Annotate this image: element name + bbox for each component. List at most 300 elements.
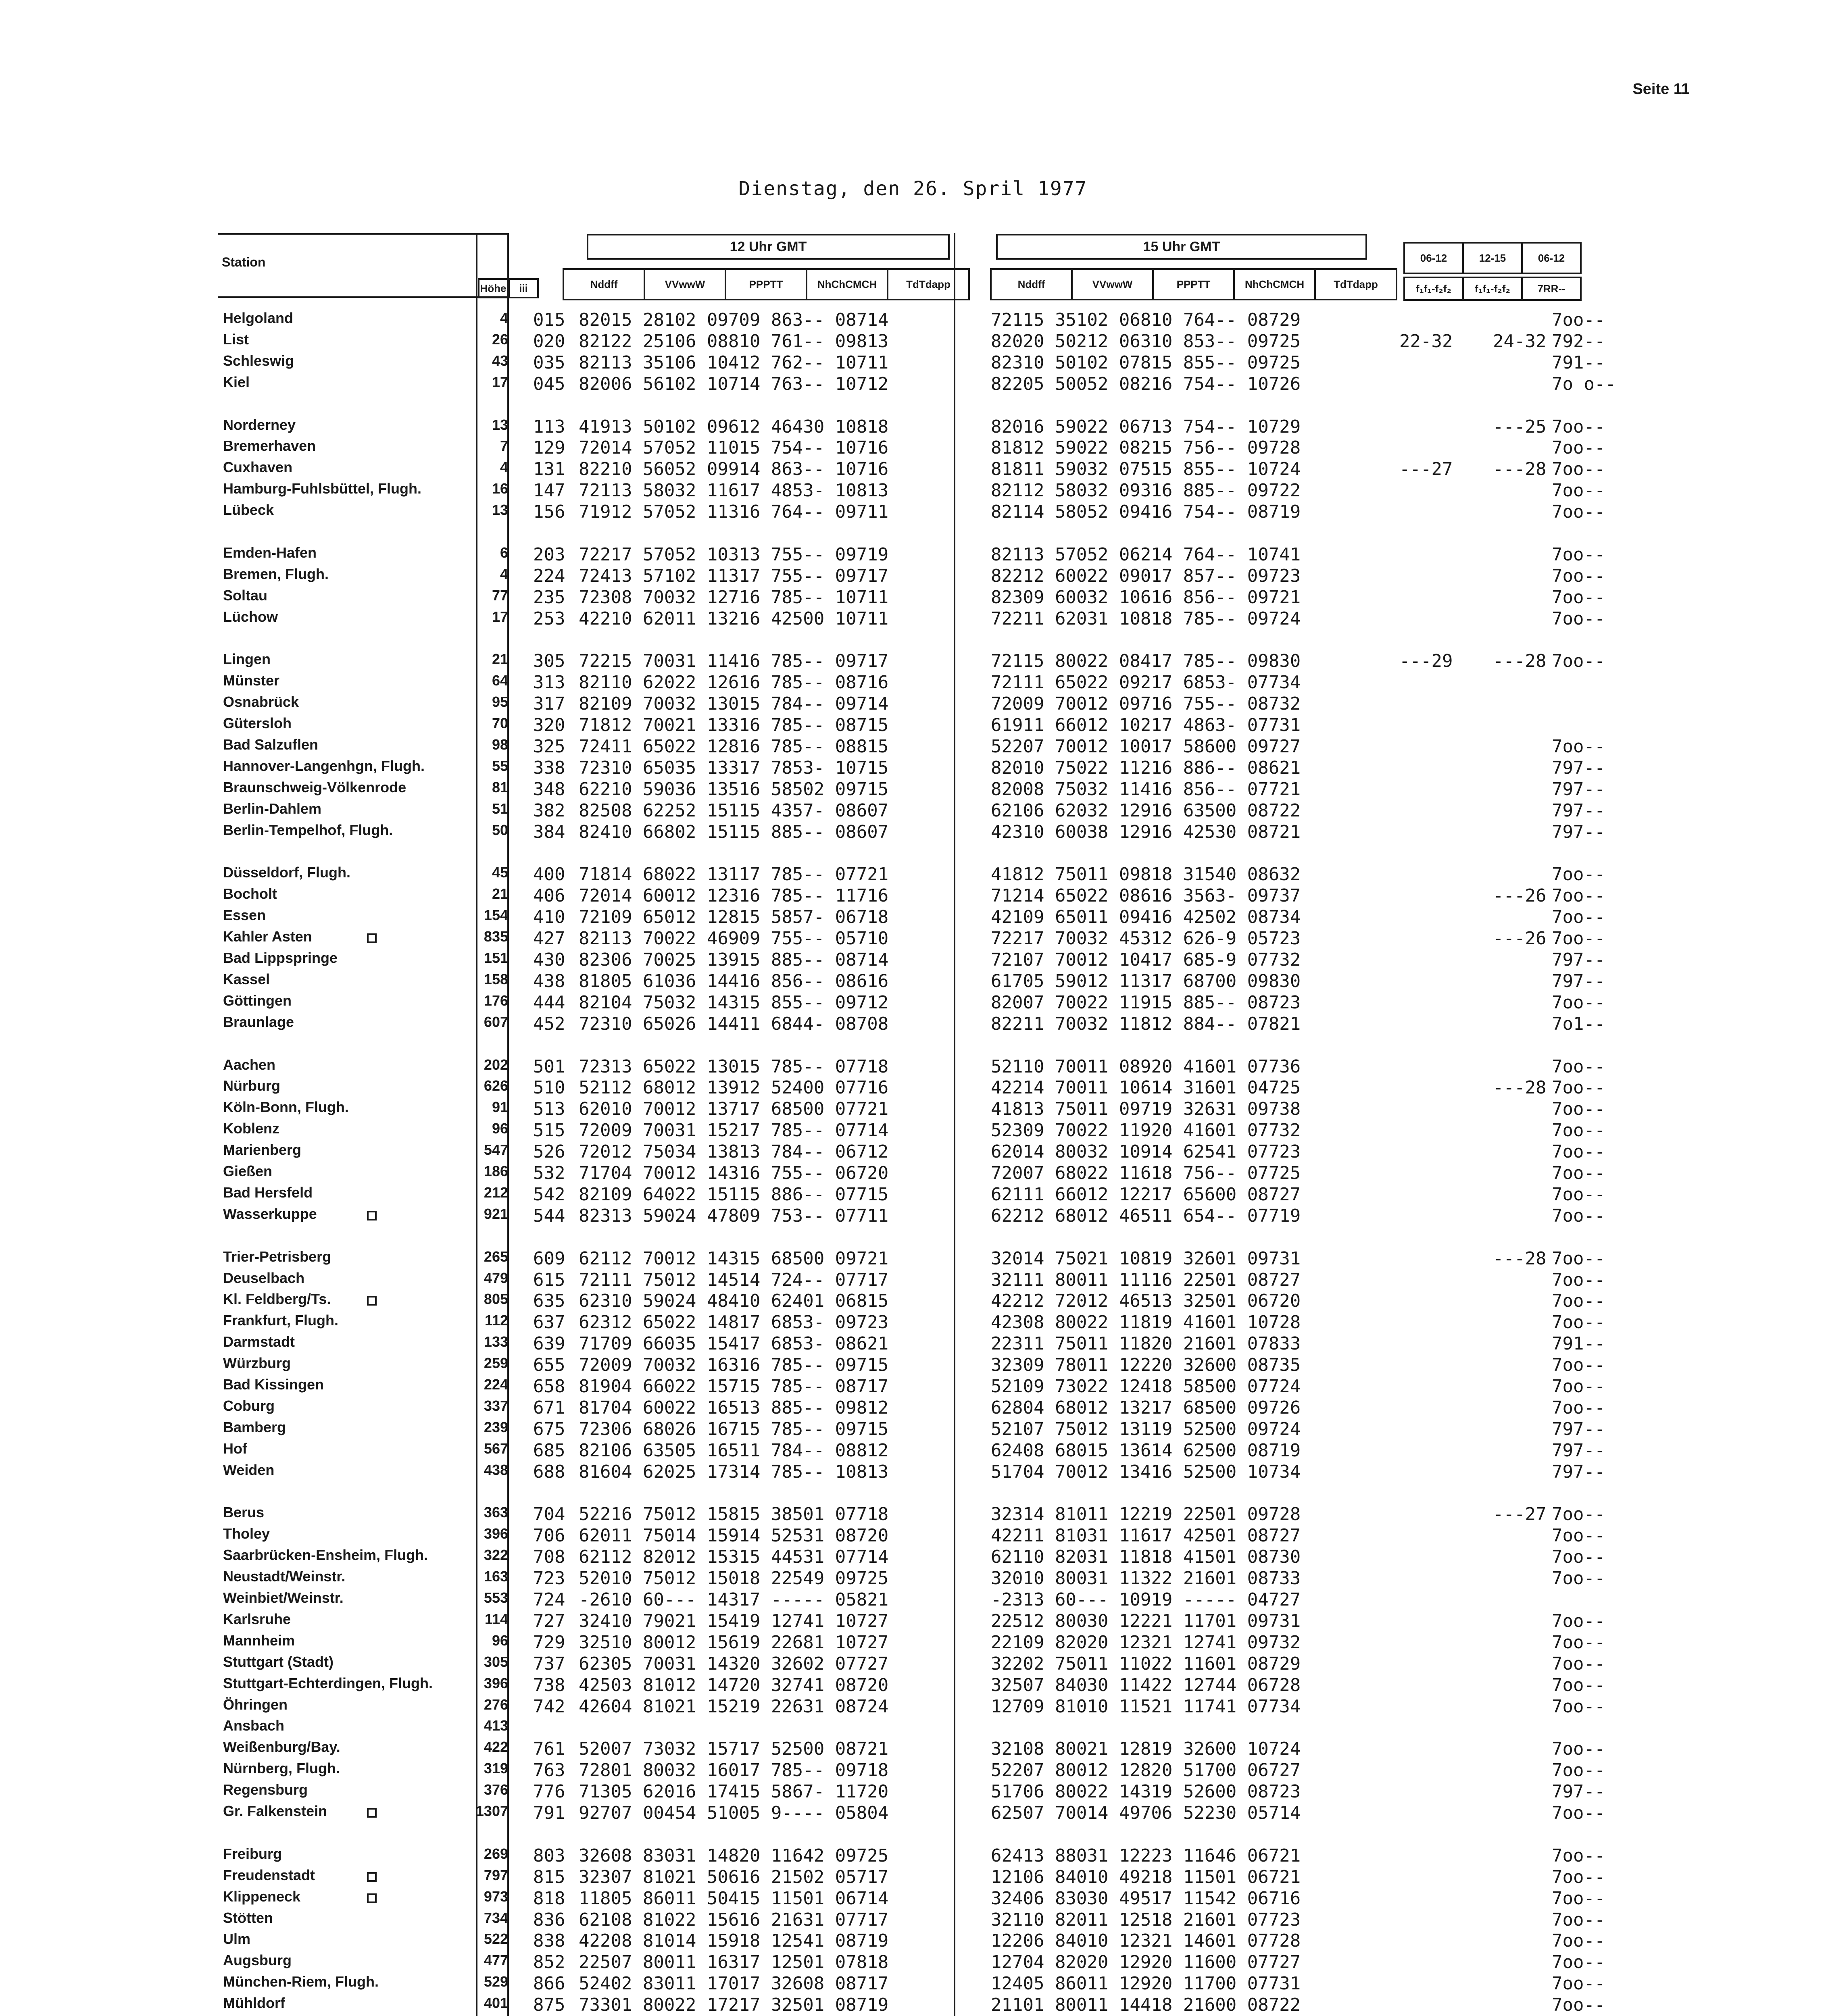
iii-cell: 224 bbox=[533, 565, 565, 586]
obs-12-cell: 82104 75032 14315 855-- 09712 bbox=[579, 992, 889, 1013]
iii-cell: 737 bbox=[533, 1653, 565, 1674]
table-row bbox=[0, 1973, 1826, 1994]
obs-12-cell: 62310 59024 48410 62401 06815 bbox=[579, 1291, 889, 1312]
obs-12-cell: 72310 65026 14411 6844- 08708 bbox=[579, 1013, 889, 1034]
hoehe-cell: 17 bbox=[492, 373, 508, 390]
obs-15-cell: 22109 82020 12321 12741 09732 bbox=[991, 1632, 1301, 1653]
iii-cell: 513 bbox=[533, 1099, 565, 1120]
iii-cell: 253 bbox=[533, 608, 565, 629]
hoehe-cell: 163 bbox=[484, 1568, 508, 1585]
hoehe-cell: 176 bbox=[484, 992, 508, 1009]
table-row bbox=[0, 651, 1826, 672]
range-c-cell: 7oo-- bbox=[1552, 310, 1605, 330]
range-c-cell: 7oo-- bbox=[1552, 885, 1605, 906]
table-row bbox=[0, 1611, 1826, 1632]
station-cell: Bamberg bbox=[223, 1418, 286, 1435]
hoehe-cell: 77 bbox=[492, 587, 508, 604]
iii-cell: 348 bbox=[533, 779, 565, 800]
table-row bbox=[0, 1141, 1826, 1162]
station-cell: Bad Lippspringe bbox=[223, 950, 338, 966]
range-c-cell: 7oo-- bbox=[1552, 1909, 1605, 1930]
iii-cell: 406 bbox=[533, 885, 565, 906]
obs-15-cell: 42109 65011 09416 42502 08734 bbox=[991, 907, 1301, 928]
obs-15-cell: 32108 80021 12819 32600 10724 bbox=[991, 1739, 1301, 1760]
clouds-header: NhChCMCH bbox=[1233, 268, 1316, 300]
hoehe-cell: 797 bbox=[484, 1866, 508, 1883]
hoehe-cell: 154 bbox=[484, 907, 508, 924]
obs-15-cell: 72009 70012 09716 755-- 08732 bbox=[991, 694, 1301, 714]
obs-15-cell: 62804 68012 13217 68500 09726 bbox=[991, 1397, 1301, 1418]
open-square-icon bbox=[367, 1872, 377, 1882]
hoehe-cell: 973 bbox=[484, 1888, 508, 1905]
hoehe-cell: 835 bbox=[484, 928, 508, 945]
range-c-cell: 7oo-- bbox=[1552, 1184, 1605, 1205]
obs-15-cell: 72211 62031 10818 785-- 09724 bbox=[991, 608, 1301, 629]
iii-header: iii bbox=[508, 278, 539, 298]
hoehe-cell: 607 bbox=[484, 1013, 508, 1030]
hoehe-cell: 50 bbox=[492, 821, 508, 838]
iii-cell: 704 bbox=[533, 1504, 565, 1525]
obs-12-cell: 82015 28102 09709 863-- 08714 bbox=[579, 310, 889, 330]
obs-15-cell: 82007 70022 11915 885-- 08723 bbox=[991, 992, 1301, 1013]
station-cell: Klippeneck bbox=[223, 1888, 301, 1905]
table-row bbox=[0, 1931, 1826, 1951]
hoehe-cell: 95 bbox=[492, 694, 508, 710]
station-cell: Weiden bbox=[223, 1461, 275, 1478]
obs-15-cell: 41813 75011 09719 32631 09738 bbox=[991, 1099, 1301, 1120]
range-c-cell: 797-- bbox=[1552, 1781, 1605, 1802]
hoehe-cell: 186 bbox=[484, 1163, 508, 1179]
range-c-cell: 7o1-- bbox=[1552, 1013, 1605, 1034]
hoehe-cell: 567 bbox=[484, 1440, 508, 1457]
table-row bbox=[0, 1696, 1826, 1717]
iii-cell: 015 bbox=[533, 310, 565, 330]
hoehe-cell: 553 bbox=[484, 1589, 508, 1606]
range-header-2: 12-15 bbox=[1462, 242, 1523, 274]
range-c-cell: 7oo-- bbox=[1552, 1376, 1605, 1397]
obs-12-cell: 71812 70021 13316 785-- 08715 bbox=[579, 715, 889, 736]
table-row bbox=[0, 1248, 1826, 1269]
range-c-cell: 7oo-- bbox=[1552, 1504, 1605, 1525]
range-b-cell: ---26 bbox=[1493, 885, 1547, 906]
station-cell: Öhringen bbox=[223, 1696, 288, 1713]
hoehe-header: Höhe bbox=[478, 278, 509, 298]
range-c-cell: 7oo-- bbox=[1552, 1674, 1605, 1695]
hoehe-cell: 16 bbox=[492, 480, 508, 497]
iii-cell: 706 bbox=[533, 1525, 565, 1546]
obs-12-cell: 72306 68026 16715 785-- 09715 bbox=[579, 1418, 889, 1439]
table-row bbox=[0, 928, 1826, 949]
obs-12-cell: 82122 25106 08810 761-- 09813 bbox=[579, 331, 889, 352]
range-sub-2: f₁f₁-f₂f₂ bbox=[1462, 277, 1523, 301]
hoehe-cell: 547 bbox=[484, 1141, 508, 1158]
header-rule bbox=[218, 296, 508, 298]
range-c-cell: 7oo-- bbox=[1552, 1952, 1605, 1973]
iii-cell: 875 bbox=[533, 1995, 565, 2016]
station-cell: Lingen bbox=[223, 651, 271, 668]
station-cell: Bremen, Flugh. bbox=[223, 565, 329, 582]
obs-12-cell: 72113 58032 11617 4853- 10813 bbox=[579, 480, 889, 501]
obs-15-cell: 32010 80031 11322 21601 08733 bbox=[991, 1568, 1301, 1589]
station-cell: Freiburg bbox=[223, 1845, 282, 1862]
iii-cell: 035 bbox=[533, 352, 565, 373]
obs-12-cell: 72310 65035 13317 7853- 10715 bbox=[579, 757, 889, 778]
page-number: Seite 11 bbox=[1632, 81, 1690, 98]
iii-cell: 658 bbox=[533, 1376, 565, 1397]
table-row bbox=[0, 608, 1826, 629]
iii-cell: 542 bbox=[533, 1184, 565, 1205]
header-rule bbox=[218, 233, 508, 235]
clouds-header: NhChCMCH bbox=[806, 268, 888, 300]
obs-15-cell: 52110 70011 08920 41601 07736 bbox=[991, 1056, 1301, 1077]
obs-15-cell: 82309 60032 10616 856-- 09721 bbox=[991, 587, 1301, 608]
obs-15-cell: 22311 75011 11820 21601 07833 bbox=[991, 1333, 1301, 1354]
obs-15-cell: 32507 84030 11422 12744 06728 bbox=[991, 1674, 1301, 1695]
obs-15-cell: 72007 68022 11618 756-- 07725 bbox=[991, 1163, 1301, 1183]
obs-12-cell: 82006 56102 10714 763-- 10712 bbox=[579, 373, 889, 394]
hoehe-cell: 626 bbox=[484, 1077, 508, 1094]
obs-12-cell: 72801 80032 16017 785-- 09718 bbox=[579, 1760, 889, 1781]
hoehe-cell: 13 bbox=[492, 502, 508, 519]
range-c-cell: 7oo-- bbox=[1552, 1760, 1605, 1781]
range-sub-1: f₁f₁-f₂f₂ bbox=[1403, 277, 1464, 301]
table-row bbox=[0, 1568, 1826, 1589]
iii-cell: 045 bbox=[533, 373, 565, 394]
range-c-cell: 7oo-- bbox=[1552, 480, 1605, 501]
hoehe-cell: 7 bbox=[500, 437, 508, 454]
ppptt-header: PPPTT bbox=[1152, 268, 1235, 300]
table-row bbox=[0, 587, 1826, 608]
obs-15-cell: 72111 65022 09217 6853- 07734 bbox=[991, 672, 1301, 693]
range-c-cell: 7oo-- bbox=[1552, 1845, 1605, 1866]
iii-cell: 305 bbox=[533, 651, 565, 672]
station-cell: Saarbrücken-Ensheim, Flugh. bbox=[223, 1547, 428, 1564]
obs-15-cell: 62212 68012 46511 654-- 07719 bbox=[991, 1205, 1301, 1226]
hoehe-cell: 13 bbox=[492, 416, 508, 433]
obs-12-cell: 32510 80012 15619 22681 10727 bbox=[579, 1632, 889, 1653]
vvwww-header: VVwwW bbox=[1071, 268, 1154, 300]
iii-cell: 320 bbox=[533, 715, 565, 736]
hoehe-cell: 1307 bbox=[475, 1803, 508, 1819]
range-c-cell: 7oo-- bbox=[1552, 544, 1605, 565]
table-row bbox=[0, 1014, 1826, 1035]
range-c-cell: 7oo-- bbox=[1552, 608, 1605, 629]
obs-12-cell: 62010 70012 13717 68500 07721 bbox=[579, 1099, 889, 1120]
iii-cell: 131 bbox=[533, 459, 565, 480]
iii-cell: 147 bbox=[533, 480, 565, 501]
table-row bbox=[0, 971, 1826, 992]
obs-12-cell: 72014 60012 12316 785-- 11716 bbox=[579, 885, 889, 906]
obs-12-cell: 82508 62252 15115 4357- 08607 bbox=[579, 800, 889, 821]
table-row bbox=[0, 1632, 1826, 1653]
iii-cell: 515 bbox=[533, 1120, 565, 1141]
hoehe-cell: 322 bbox=[484, 1547, 508, 1564]
obs-15-cell: 52309 70022 11920 41601 07732 bbox=[991, 1120, 1301, 1141]
obs-12-cell: 82113 35106 10412 762-- 10711 bbox=[579, 352, 889, 373]
open-square-icon bbox=[367, 1296, 377, 1306]
range-b-cell: ---28 bbox=[1493, 1248, 1547, 1269]
table-row bbox=[0, 1525, 1826, 1546]
table-row bbox=[0, 1781, 1826, 1802]
range-c-cell: 7oo-- bbox=[1552, 1995, 1605, 2016]
table-row bbox=[0, 1760, 1826, 1781]
table-row bbox=[0, 1270, 1826, 1291]
station-cell: List bbox=[223, 331, 249, 348]
station-cell: Göttingen bbox=[223, 992, 292, 1009]
range-a-cell: ---27 bbox=[1399, 459, 1453, 480]
ppptt-header: PPPTT bbox=[725, 268, 807, 300]
station-cell: Berlin-Dahlem bbox=[223, 800, 322, 817]
iii-cell: 203 bbox=[533, 544, 565, 565]
obs-12-cell: 62305 70031 14320 32602 07727 bbox=[579, 1653, 889, 1674]
table-row bbox=[0, 1163, 1826, 1184]
hoehe-cell: 265 bbox=[484, 1248, 508, 1265]
table-row bbox=[0, 502, 1826, 523]
obs-15-cell: 62110 82031 11818 41501 08730 bbox=[991, 1547, 1301, 1568]
obs-12-cell: 62112 70012 14315 68500 09721 bbox=[579, 1248, 889, 1269]
iii-cell: 325 bbox=[533, 736, 565, 757]
table-row bbox=[0, 672, 1826, 693]
range-c-cell: 7oo-- bbox=[1552, 1248, 1605, 1269]
hoehe-cell: 112 bbox=[484, 1312, 508, 1329]
iii-cell: 852 bbox=[533, 1952, 565, 1973]
station-cell: Darmstadt bbox=[223, 1333, 295, 1350]
hoehe-cell: 4 bbox=[500, 565, 508, 582]
hoehe-cell: 396 bbox=[484, 1674, 508, 1691]
station-cell: Regensburg bbox=[223, 1781, 308, 1798]
iii-cell: 544 bbox=[533, 1205, 565, 1226]
station-cell: Lüchow bbox=[223, 608, 278, 625]
station-cell: Stuttgart-Echterdingen, Flugh. bbox=[223, 1674, 433, 1691]
station-cell: Ansbach bbox=[223, 1717, 285, 1734]
obs-12-cell: 72111 75012 14514 724-- 07717 bbox=[579, 1269, 889, 1290]
table-row bbox=[0, 1206, 1826, 1227]
hoehe-cell: 522 bbox=[484, 1931, 508, 1947]
range-b-cell: 24-32 bbox=[1493, 331, 1547, 352]
table-row bbox=[0, 437, 1826, 458]
hoehe-cell: 96 bbox=[492, 1632, 508, 1649]
obs-15-cell: 42308 80022 11819 41601 10728 bbox=[991, 1312, 1301, 1333]
station-cell: Norderney bbox=[223, 416, 296, 433]
iii-cell: 655 bbox=[533, 1355, 565, 1376]
table-row bbox=[0, 331, 1826, 352]
obs-12-cell: 52007 73032 15717 52500 08721 bbox=[579, 1739, 889, 1760]
obs-12-cell: 72215 70031 11416 785-- 09717 bbox=[579, 651, 889, 672]
range-c-cell: 7oo-- bbox=[1552, 1120, 1605, 1141]
obs-15-cell: 12206 84010 12321 14601 07728 bbox=[991, 1931, 1301, 1951]
station-cell: Aachen bbox=[223, 1056, 276, 1073]
iii-cell: 510 bbox=[533, 1077, 565, 1098]
range-c-cell: 7oo-- bbox=[1552, 736, 1605, 757]
open-square-icon bbox=[367, 1808, 377, 1818]
iii-cell: 727 bbox=[533, 1610, 565, 1631]
iii-cell: 836 bbox=[533, 1909, 565, 1930]
obs-15-cell: 81811 59032 07515 855-- 10724 bbox=[991, 459, 1301, 480]
iii-cell: 675 bbox=[533, 1418, 565, 1439]
obs-12-cell: 81904 66022 15715 785-- 08717 bbox=[579, 1376, 889, 1397]
table-row bbox=[0, 864, 1826, 885]
iii-cell: 685 bbox=[533, 1440, 565, 1461]
obs-12-cell: 62112 82012 15315 44531 07714 bbox=[579, 1547, 889, 1568]
table-row bbox=[0, 1739, 1826, 1760]
hoehe-cell: 26 bbox=[492, 331, 508, 348]
hoehe-cell: 43 bbox=[492, 352, 508, 369]
hoehe-cell: 438 bbox=[484, 1461, 508, 1478]
document-title: Dienstag, den 26. Spril 1977 bbox=[738, 177, 1088, 200]
obs-12-cell: 71704 70012 14316 755-- 06720 bbox=[579, 1163, 889, 1183]
hoehe-cell: 305 bbox=[484, 1653, 508, 1670]
hoehe-cell: 413 bbox=[484, 1717, 508, 1734]
range-b-cell: ---28 bbox=[1493, 459, 1547, 480]
range-c-cell: 7oo-- bbox=[1552, 1739, 1605, 1760]
open-square-icon bbox=[367, 1893, 377, 1903]
hoehe-cell: 269 bbox=[484, 1845, 508, 1862]
range-c-cell: 7oo-- bbox=[1552, 928, 1605, 949]
iii-cell: 724 bbox=[533, 1589, 565, 1610]
open-square-icon bbox=[367, 933, 377, 943]
range-b-cell: ---28 bbox=[1493, 651, 1547, 672]
table-row bbox=[0, 1056, 1826, 1077]
iii-cell: 776 bbox=[533, 1781, 565, 1802]
obs-15-cell: 12709 81010 11521 11741 07734 bbox=[991, 1696, 1301, 1717]
range-c-cell: 797-- bbox=[1552, 1418, 1605, 1439]
range-b-cell: ---26 bbox=[1493, 928, 1547, 949]
iii-cell: 688 bbox=[533, 1461, 565, 1482]
table-row bbox=[0, 566, 1826, 587]
hoehe-cell: 81 bbox=[492, 779, 508, 796]
iii-cell: 639 bbox=[533, 1333, 565, 1354]
range-c-cell: 7oo-- bbox=[1552, 1056, 1605, 1077]
range-c-cell: 791-- bbox=[1552, 352, 1605, 373]
obs-12-cell: -2610 60--- 14317 ----- 05821 bbox=[579, 1589, 889, 1610]
station-cell: Tholey bbox=[223, 1525, 270, 1542]
obs-12-cell: 92707 00454 51005 9---- 05804 bbox=[579, 1803, 889, 1823]
obs-12-cell: 32307 81021 50616 21502 05717 bbox=[579, 1866, 889, 1887]
obs-15-cell: 62408 68015 13614 62500 08719 bbox=[991, 1440, 1301, 1461]
iii-cell: 763 bbox=[533, 1760, 565, 1781]
obs-15-cell: 42212 72012 46513 32501 06720 bbox=[991, 1291, 1301, 1312]
range-c-cell: 797-- bbox=[1552, 1440, 1605, 1461]
obs-12-cell: 72012 75034 13813 784-- 06712 bbox=[579, 1141, 889, 1162]
obs-15-cell: 82212 60022 09017 857-- 09723 bbox=[991, 565, 1301, 586]
iii-cell: 532 bbox=[533, 1163, 565, 1183]
hoehe-cell: 21 bbox=[492, 885, 508, 902]
iii-cell: 317 bbox=[533, 694, 565, 714]
obs-12-cell: 81604 62025 17314 785-- 10813 bbox=[579, 1461, 889, 1482]
obs-12-cell: 62210 59036 13516 58502 09715 bbox=[579, 779, 889, 800]
range-c-cell: 7oo-- bbox=[1552, 992, 1605, 1013]
iii-cell: 609 bbox=[533, 1248, 565, 1269]
station-cell: Würzburg bbox=[223, 1355, 291, 1372]
table-row bbox=[0, 1589, 1826, 1610]
station-cell: Stuttgart (Stadt) bbox=[223, 1653, 334, 1670]
table-row bbox=[0, 779, 1826, 800]
range-c-cell: 797-- bbox=[1552, 971, 1605, 991]
station-cell: Neustadt/Weinstr. bbox=[223, 1568, 346, 1585]
range-c-cell: 797-- bbox=[1552, 779, 1605, 800]
iii-cell: 452 bbox=[533, 1013, 565, 1034]
range-a-cell: 22-32 bbox=[1399, 331, 1453, 352]
obs-12-cell: 41913 50102 09612 46430 10818 bbox=[579, 416, 889, 437]
station-cell: Essen bbox=[223, 907, 266, 924]
table-row bbox=[0, 1376, 1826, 1397]
obs-12-cell: 52216 75012 15815 38501 07718 bbox=[579, 1504, 889, 1525]
obs-15-cell: 32014 75021 10819 32601 09731 bbox=[991, 1248, 1301, 1269]
table-row bbox=[0, 417, 1826, 437]
station-cell: Freudenstadt bbox=[223, 1866, 315, 1883]
obs-15-cell: 42214 70011 10614 31601 04725 bbox=[991, 1077, 1301, 1098]
hoehe-cell: 422 bbox=[484, 1739, 508, 1756]
iii-cell: 526 bbox=[533, 1141, 565, 1162]
table-row bbox=[0, 1333, 1826, 1354]
table-row bbox=[0, 1355, 1826, 1376]
range-c-cell: 7oo-- bbox=[1552, 1803, 1605, 1823]
table-row bbox=[0, 1077, 1826, 1098]
station-cell: Gießen bbox=[223, 1163, 273, 1179]
range-c-cell: 7oo-- bbox=[1552, 1163, 1605, 1183]
obs-12-cell: 62011 75014 15914 52531 08720 bbox=[579, 1525, 889, 1546]
table-row bbox=[0, 1995, 1826, 2016]
table-row bbox=[0, 310, 1826, 331]
iii-cell: 803 bbox=[533, 1845, 565, 1866]
hoehe-cell: 202 bbox=[484, 1056, 508, 1073]
obs-12-cell: 81805 61036 14416 856-- 08616 bbox=[579, 971, 889, 991]
hoehe-cell: 55 bbox=[492, 757, 508, 774]
iii-cell: 742 bbox=[533, 1696, 565, 1717]
obs-15-cell: 42211 81031 11617 42501 08727 bbox=[991, 1525, 1301, 1546]
range-b-cell: ---28 bbox=[1493, 1077, 1547, 1098]
hoehe-cell: 17 bbox=[492, 608, 508, 625]
hoehe-cell: 529 bbox=[484, 1973, 508, 1990]
iii-cell: 818 bbox=[533, 1888, 565, 1909]
table-row bbox=[0, 1952, 1826, 1973]
station-cell: Nürburg bbox=[223, 1077, 280, 1094]
iii-cell: 113 bbox=[533, 416, 565, 437]
range-c-cell: 7oo-- bbox=[1552, 416, 1605, 437]
obs-12-cell: 42210 62011 13216 42500 10711 bbox=[579, 608, 889, 629]
station-cell: Weißenburg/Bay. bbox=[223, 1739, 340, 1756]
station-cell: Braunlage bbox=[223, 1013, 294, 1030]
station-cell: Koblenz bbox=[223, 1120, 279, 1137]
range-c-cell: 7oo-- bbox=[1552, 1355, 1605, 1376]
obs-15-cell: 61911 66012 10217 4863- 07731 bbox=[991, 715, 1301, 736]
table-row bbox=[0, 459, 1826, 480]
hoehe-cell: 96 bbox=[492, 1120, 508, 1137]
obs-15-cell: 52109 73022 12418 58500 07724 bbox=[991, 1376, 1301, 1397]
obs-15-cell: 82211 70032 11812 884-- 07821 bbox=[991, 1013, 1301, 1034]
hoehe-cell: 224 bbox=[484, 1376, 508, 1393]
nddff-header: Nddff bbox=[563, 268, 645, 300]
table-row bbox=[0, 352, 1826, 373]
obs-15-cell: 32314 81011 12219 22501 09728 bbox=[991, 1504, 1301, 1525]
obs-12-cell: 72009 70032 16316 785-- 09715 bbox=[579, 1355, 889, 1376]
station-cell: Gr. Falkenstein bbox=[223, 1803, 327, 1819]
obs-12-cell: 72014 57052 11015 754-- 10716 bbox=[579, 437, 889, 458]
obs-15-cell: 51704 70012 13416 52500 10734 bbox=[991, 1461, 1301, 1482]
range-c-cell: 7oo-- bbox=[1552, 1610, 1605, 1631]
table-row bbox=[0, 1462, 1826, 1483]
obs-12-cell: 72313 65022 13015 785-- 07718 bbox=[579, 1056, 889, 1077]
obs-12-cell: 72217 57052 10313 755-- 09719 bbox=[579, 544, 889, 565]
station-cell: Kahler Asten bbox=[223, 928, 312, 945]
obs-15-cell: 52207 80012 12820 51700 06727 bbox=[991, 1760, 1301, 1781]
table-row bbox=[0, 1845, 1826, 1866]
station-header: Station bbox=[222, 255, 266, 269]
obs-15-cell: 62507 70014 49706 52230 05714 bbox=[991, 1803, 1301, 1823]
hoehe-cell: 276 bbox=[484, 1696, 508, 1713]
obs-15-cell: 12405 86011 12920 11700 07731 bbox=[991, 1973, 1301, 1994]
station-cell: Helgoland bbox=[223, 310, 294, 326]
